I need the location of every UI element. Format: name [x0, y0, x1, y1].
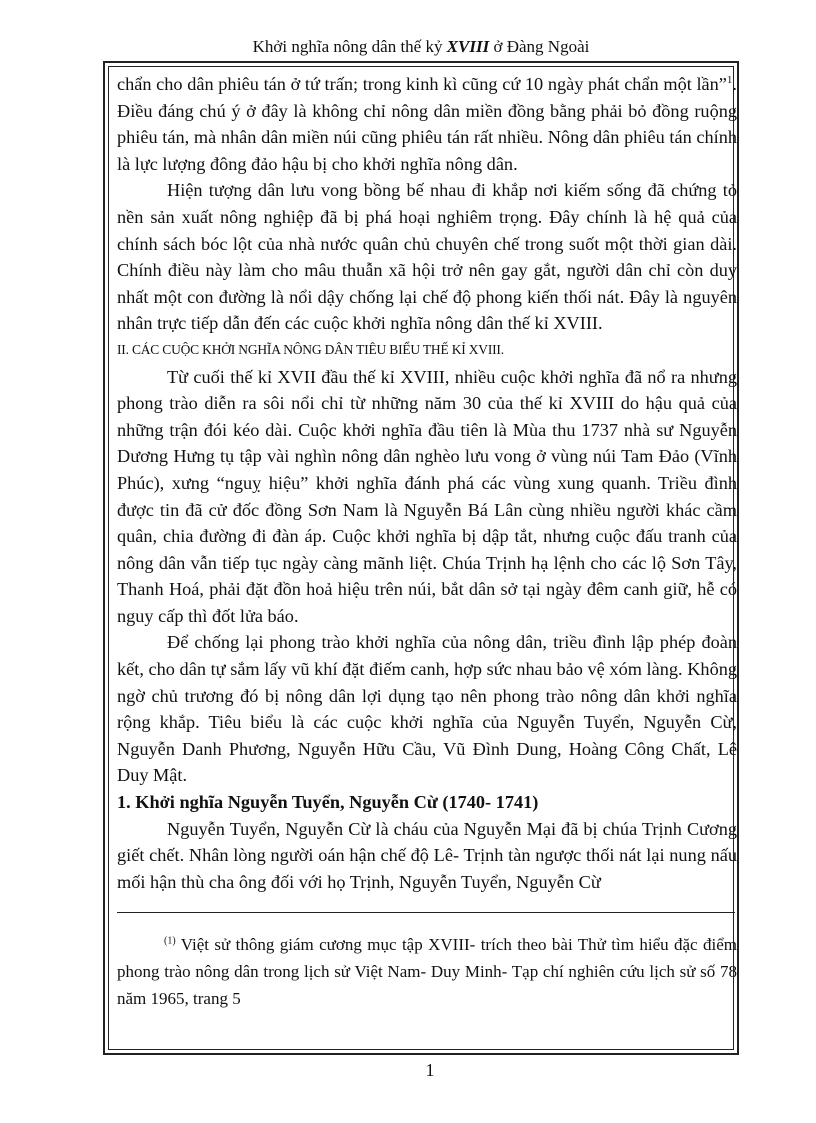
paragraph-4: Để chống lại phong trào khởi nghĩa của nông dân, triều đình lập phép đoàn kết, cho dân tự sắm lấy vũ khí đặt điếm canh, hợp sức nhau bảo vệ xóm làng. Không ngờ chủ trương đó bị nông dân lợi dụng tạo nên phong trào nông dân khởi nghĩa rộng khắp. Tiêu biểu là các cuộc khởi nghĩa của Nguyễn Tuyển, Nguyễn Cừ, Nguyễn Danh Phương, Nguyễn Hữu Cầu, Vũ Đình Dung, Hoàng Công Chất, Lê Duy Mật. — [117, 632, 737, 786]
footnote-marker: (1) — [164, 935, 176, 947]
document-body — [117, 71, 737, 895]
running-header — [103, 36, 739, 58]
header-emphasis: XVIII — [446, 37, 490, 56]
paragraph-3: Từ cuối thế kỉ XVII đầu thế kỉ XVIII, nhiều cuộc khởi nghĩa đã nổ ra nhưng phong trào diễn ra sôi nổi chỉ từ những năm 30 của thế kỉ XVIII do hậu quả của những trận đói kéo dài. Cuộc khởi nghĩa đầu tiên là Mùa thu 1737 nhà sư Nguyễn Dương Hưng tụ tập vài nghìn nông dân nghèo lưu vong ở vùng núi Tam Đảo (Vĩnh Phúc), xưng “nguỵ hiệu” khởi nghĩa đánh phá các vùng xung quanh. Triều đình được tin đã cử đốc đồng Sơn Nam là Nguyễn Bá Lân cùng nhiều người khác cầm quân, chia đường đi đàn áp. Cuộc khởi nghĩa bị dập tắt, nhưng cuộc đấu tranh của nông dân vẫn tiếp tục ngày càng mãnh liệt. Chúa Trịnh hạ lệnh cho các lộ Sơn Tây, Thanh Hoá, phải đặt đồn hoả hiệu trên núi, bắt dân sở tại ngày đêm canh giữ, hễ có nguy cấp thì đốt lửa báo. — [117, 366, 737, 626]
paragraph-1-text-a: chẩn cho dân phiêu tán ở tứ trấn; trong kinh kì cũng cứ 10 ngày phát chẩn một lần” — [117, 74, 727, 94]
section-heading: II. CÁC CUỘC KHỞI NGHĨA NÔNG DÂN TIÊU BIỂU THẾ KỈ XVIII. — [117, 341, 504, 357]
header-prefix: Khởi nghĩa nông dân thế kỷ — [252, 37, 447, 56]
footnote-text: Việt sử thông giám cương mục tập XVIII- trích theo bài Thử tìm hiểu đặc điểm phong trào nông dân trong lịch sử Việt Nam- Duy Minh- Tạp chí nghiên cứu lịch sử số 78 năm 1965, trang 5 — [117, 935, 737, 1008]
page-number: 1 — [425, 1060, 435, 1080]
paragraph-5: Nguyễn Tuyển, Nguyễn Cừ là cháu của Nguyễn Mại đã bị chúa Trịnh Cương giết chết. Nhân lòng người oán hận chế độ Lê- Trịnh tàn ngược thối nát lại nung nấu mối hận thù cha ông đối với họ Trịnh, Nguyễn Tuyển, Nguyễn Cừ — [117, 818, 737, 892]
paragraph-1 — [117, 71, 737, 177]
sub-heading: 1. Khởi nghĩa Nguyễn Tuyển, Nguyễn Cừ (1740- 1741) — [117, 792, 539, 813]
footnote-reference[interactable]: 1 — [726, 73, 733, 86]
footnote-separator — [117, 912, 735, 913]
paragraph-1-text-b: . Điều đáng chú ý ở đây là không chỉ nông dân miền đồng bằng phải bỏ đồng ruộng phiêu tán, mà nhân dân miền núi cũng phiêu tán rất nhiều. Nông dân phiêu tán chính là lực lượng đông đảo hậu bị cho khởi nghĩa nông dân. — [117, 74, 737, 174]
footnote — [117, 931, 737, 1012]
paragraph-2: Hiện tượng dân lưu vong bồng bế nhau đi khắp nơi kiếm sống đã chứng tỏ nền sản xuất nông nghiệp đã bị phá hoại nghiêm trọng. Đây chính là hệ quả của chính sách bóc lột của nhà nước quân chủ chuyên chế trong suốt một thời gian dài. Chính điều này làm cho mâu thuẫn xã hội trở nên gay gắt, người dân chỉ còn duy nhất một con đường là nổi dậy chống lại chế độ phong kiến thối nát. Đây là nguyên nhân trực tiếp dẫn đến các cuộc khởi nghĩa nông dân thế kỉ XVIII. — [117, 180, 737, 334]
header-suffix: ở Đàng Ngoài — [489, 37, 590, 56]
